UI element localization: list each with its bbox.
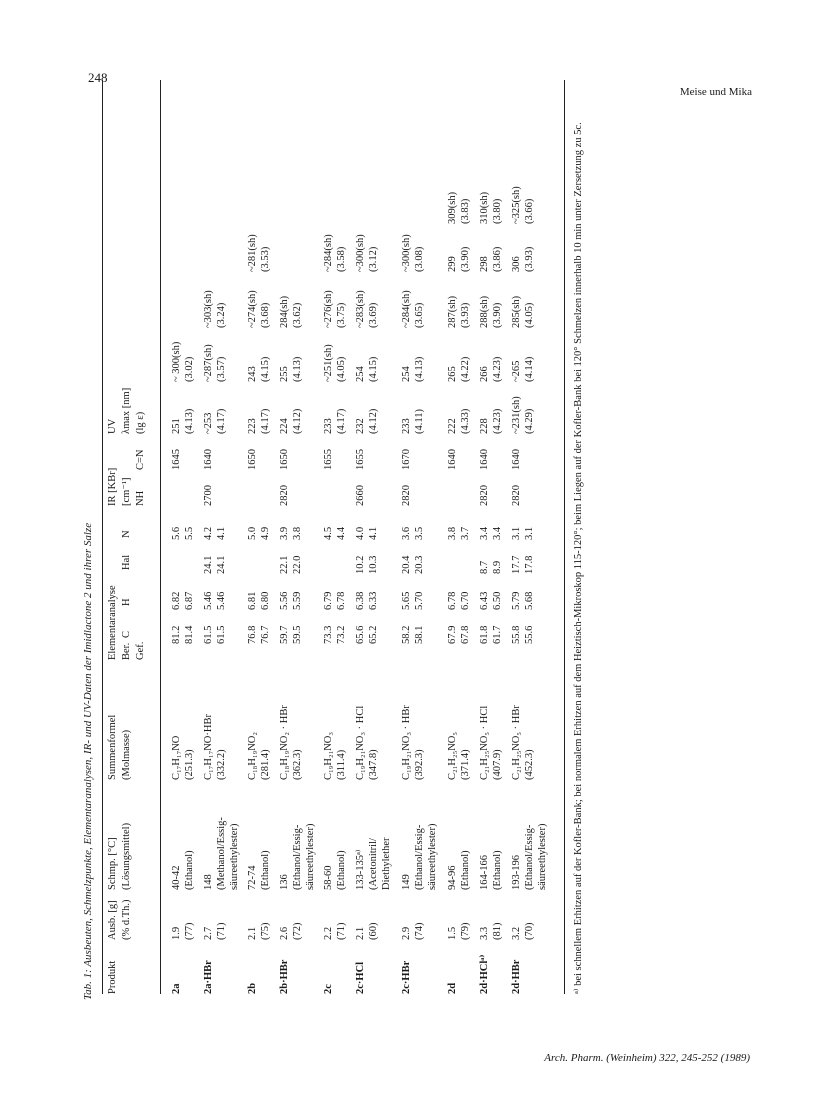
cell-h: 6.38 6.33 [355,591,379,610]
cell-uv: 254 (4.13) [401,356,425,382]
cell-ausbeute: 1.5 (79) [447,922,471,940]
table-row [202,80,240,1000]
header-uv: UV λmax [nm] (lg ε) [107,387,146,434]
cell-n: 4.0 4.1 [355,526,379,540]
cell-n: 3.1 3.1 [511,526,535,540]
cell-uv: 223 (4.17) [247,408,271,434]
cell-n: 3.8 3.7 [447,526,471,540]
cell-h: 6.81 6.80 [247,591,271,610]
cell-schmelzpunkt: 164-166 (Ethanol) [479,850,503,890]
cell-nh: 2700 [203,485,214,506]
table-footnote: ᵃ⁾ bei schnellem Erhitzen auf der Kofler-Bank; bei normalem Erhitzen auf dem Heiztisch-Mikroskop 115-120°; beim Liegen auf der Kofler-Bank bei 120° Schmelzen innerhalb 10 min unter Zersetzung zu 5c. [573,122,584,994]
cell-nh: 2820 [279,485,290,506]
cell-n: 5.0 4.9 [247,526,271,540]
cell-uv: 310(sh) (3.80) [479,191,503,224]
cell-uv: 254 (4.15) [355,356,379,382]
cell-hal: 20.4 20.3 [401,555,425,574]
cell-hal: 17.7 17.8 [511,555,535,574]
table-row [446,80,471,1000]
cell-uv: 224 (4.12) [279,408,303,434]
cell-uv: ~253 (4.17) [203,408,227,434]
table-row [170,80,195,1000]
cell-uv: 251 (4.13) [171,408,195,434]
cell-uv: 266 (4.23) [479,356,503,382]
cell-ausbeute: 1.9 (77) [171,922,195,940]
data-table [82,80,602,1000]
cell-n: 5.6 5.5 [171,526,195,540]
cell-h: 5.79 5.68 [511,591,535,610]
cell-schmelzpunkt: 148 (Methanol/Essig- säureethylester) [203,817,240,890]
header-c: C [121,630,132,638]
cell-formel: C₁₈H₁₉NO₂ (281.4) [247,731,271,780]
cell-uv: 285(sh) (4.05) [511,295,535,328]
cell-uv: ~274(sh) (3.68) [247,290,271,328]
cell-cn: 1640 [447,449,458,470]
cell-uv: ~ 300(sh) (3.02) [171,341,195,382]
cell-cn: 1640 [511,449,522,470]
cell-schmelzpunkt: 136 (Ethanol/Essig- säureethylester) [279,823,316,890]
cell-ausbeute: 3.2 (70) [511,922,535,940]
cell-hal: 8.7 8.9 [479,560,503,574]
cell-uv: 255 (4.13) [279,356,303,382]
cell-schmelzpunkt: 94-96 (Ethanol) [447,850,471,890]
cell-produkt: 2a·HBr [203,960,214,994]
cell-produkt: 2c [323,984,334,994]
cell-uv: ~265 (4.14) [511,356,535,382]
header-h: H [121,598,132,606]
cell-ausbeute: 3.3 (81) [479,922,503,940]
cell-h: 6.43 6.50 [479,591,503,610]
cell-uv: ~300(sh) (3.08) [401,234,425,272]
cell-nh: 2660 [355,485,366,506]
cell-h: 5.56 5.59 [279,591,303,610]
table-row [354,80,392,1000]
header-ausbeute: Ausb. [g] (% d.Th.) [107,899,132,940]
cell-uv: 298 (3.86) [479,246,503,272]
cell-ausbeute: 2.2 (71) [323,922,347,940]
table-top-rule [102,80,103,994]
cell-uv: ~276(sh) (3.75) [323,290,347,328]
cell-uv: 309(sh) (3.83) [447,191,471,224]
cell-formel: C₂₁H₂₅NO₅ · HBr (452.3) [511,705,535,780]
cell-uv: 306 (3.93) [511,246,535,272]
cell-uv: 233 (4.17) [323,408,347,434]
cell-formel: C₁₉H₂₁NO₃ · HBr (392.3) [401,705,425,780]
cell-uv: ~300(sh) (3.12) [355,234,379,272]
cell-uv: 265 (4.22) [447,356,471,382]
cell-h: 5.46 5.46 [203,591,227,610]
header-elementaranalyse: Elementaranalyse Ber. Gef. [107,585,146,660]
header-nh: NH [135,490,146,506]
cell-c: 65.6 65.2 [355,625,379,644]
cell-uv: 222 (4.33) [447,408,471,434]
cell-ausbeute: 2.7 (71) [203,922,227,940]
cell-uv: ~303(sh) (3.24) [203,290,227,328]
cell-schmelzpunkt: 40-42 (Ethanol) [171,850,195,890]
cell-schmelzpunkt: 193-196 (Ethanol/Essig- säureethylester) [511,823,548,890]
page-number: 248 [88,70,108,85]
cell-uv: ~251(sh) (4.05) [323,344,347,382]
table-bottom-rule [564,80,565,994]
cell-formel: C₂₁H₂₅NO₅ · HCl (407.9) [479,705,503,780]
cell-uv: 232 (4.12) [355,408,379,434]
cell-cn: 1640 [479,449,490,470]
cell-hal: 24.1 24.1 [203,555,227,574]
cell-cn: 1640 [203,449,214,470]
header-cn: C=N [135,449,146,470]
cell-produkt: 2d·HBr [511,959,522,994]
header-schmelzpunkt: Schmp. [°C] (Lösungsmittel) [107,822,132,890]
cell-schmelzpunkt: 149 (Ethanol/Essig- säureethylester) [401,823,438,890]
cell-produkt: 2c·HCl [355,961,366,994]
cell-uv: ~287(sh) (3.57) [203,344,227,382]
running-head: Meise und Mika [679,86,752,98]
cell-cn: 1655 [355,449,366,470]
cell-n: 4.2 4.1 [203,526,227,540]
cell-c: 67.9 67.8 [447,625,471,644]
cell-uv: ~284(sh) (3.65) [401,290,425,328]
cell-uv: ~283(sh) (3.69) [355,290,379,328]
cell-uv: 228 (4.23) [479,408,503,434]
cell-c: 73.3 73.2 [323,625,347,644]
cell-schmelzpunkt: 133-135ᵃ⁾ (Acetonitril/ Diethylether [355,837,392,890]
cell-ausbeute: 2.6 (72) [279,922,303,940]
cell-uv: 233 (4.11) [401,409,425,434]
cell-uv: 243 (4.15) [247,356,271,382]
table-row [246,80,271,1000]
cell-ausbeute: 2.9 (74) [401,922,425,940]
cell-uv: 284(sh) (3.62) [279,295,303,328]
cell-n: 3.6 3.5 [401,526,425,540]
table-row [478,80,503,1000]
cell-produkt: 2a [171,983,182,994]
cell-n: 3.9 3.8 [279,526,303,540]
cell-formel: C₂₁H₂₅NO₅ (371.4) [447,731,471,780]
cell-formel: C₁₇H₁₇NO (251.3) [171,735,195,780]
cell-formel: C₁₈H₁₉NO₂ · HBr (362.3) [279,705,303,780]
cell-h: 5.65 5.70 [401,591,425,610]
table-row [400,80,438,1000]
cell-hal: 22.1 22.0 [279,555,303,574]
cell-cn: 1645 [171,449,182,470]
cell-cn: 1670 [401,449,412,470]
cell-cn: 1650 [279,449,290,470]
table-title: Tab. 1: Ausbeuten, Schmelzpunkte, Elementaranalysen, IR- und UV-Daten der Imidlactone 2 und ihrer Salze [82,522,94,1000]
cell-uv: 287(sh) (3.93) [447,295,471,328]
cell-produkt: 2b [247,982,258,994]
header-ir: IR [KBr] [cm⁻¹] [107,467,132,506]
table-row [278,80,316,1000]
header-produkt: Produkt [107,960,118,994]
cell-produkt: 2b·HBr [279,959,290,994]
cell-hal: 10.2 10.3 [355,555,379,574]
cell-cn: 1655 [323,449,334,470]
cell-c: 58.2 58.1 [401,625,425,644]
cell-ausbeute: 2.1 (75) [247,922,271,940]
cell-h: 6.79 6.78 [323,591,347,610]
cell-nh: 2820 [479,485,490,506]
header-hal: Hal [121,554,132,570]
header-summenformel: Summenformel (Molmasse) [107,714,132,780]
cell-uv: 288(sh) (3.90) [479,295,503,328]
cell-formel: C₁₉H₂₁NO₃ (311.4) [323,731,347,780]
cell-schmelzpunkt: 72-74 (Ethanol) [247,850,271,890]
cell-uv: ~231(sh) (4.29) [511,396,535,434]
cell-cn: 1650 [247,449,258,470]
cell-n: 3.4 3.4 [479,526,503,540]
cell-produkt: 2c·HBr [401,960,412,994]
cell-h: 6.82 6.87 [171,591,195,610]
table-row [322,80,347,1000]
cell-nh: 2820 [401,485,412,506]
cell-uv: ~325(sh) (3.66) [511,186,535,224]
journal-footer: Arch. Pharm. (Weinheim) 322, 245-252 (1989) [544,1052,750,1064]
cell-formel: C₁₉H₂₁NO₃ · HCl (347.8) [355,705,379,780]
cell-c: 81.2 81.4 [171,625,195,644]
cell-c: 61.5 61.5 [203,625,227,644]
cell-c: 76.8 76.7 [247,625,271,644]
cell-c: 55.8 55.6 [511,625,535,644]
cell-uv: ~284(sh) (3.58) [323,234,347,272]
cell-ausbeute: 2.1 (60) [355,922,379,940]
table-header-rule [160,80,161,994]
cell-n: 4.5 4.4 [323,526,347,540]
cell-formel: C₁₇H₁₇NO·HBr (332.2) [203,714,227,780]
cell-c: 59.7 59.5 [279,625,303,644]
header-n: N [121,530,132,538]
cell-schmelzpunkt: 58-60 (Ethanol) [323,850,347,890]
cell-produkt: 2d·HClᵃ⁾ [479,954,490,994]
table-row [510,80,548,1000]
cell-c: 61.8 61.7 [479,625,503,644]
cell-h: 6.78 6.70 [447,591,471,610]
cell-produkt: 2d [447,982,458,994]
cell-uv: ~281(sh) (3.53) [247,234,271,272]
cell-uv: 299 (3.90) [447,246,471,272]
cell-nh: 2820 [511,485,522,506]
